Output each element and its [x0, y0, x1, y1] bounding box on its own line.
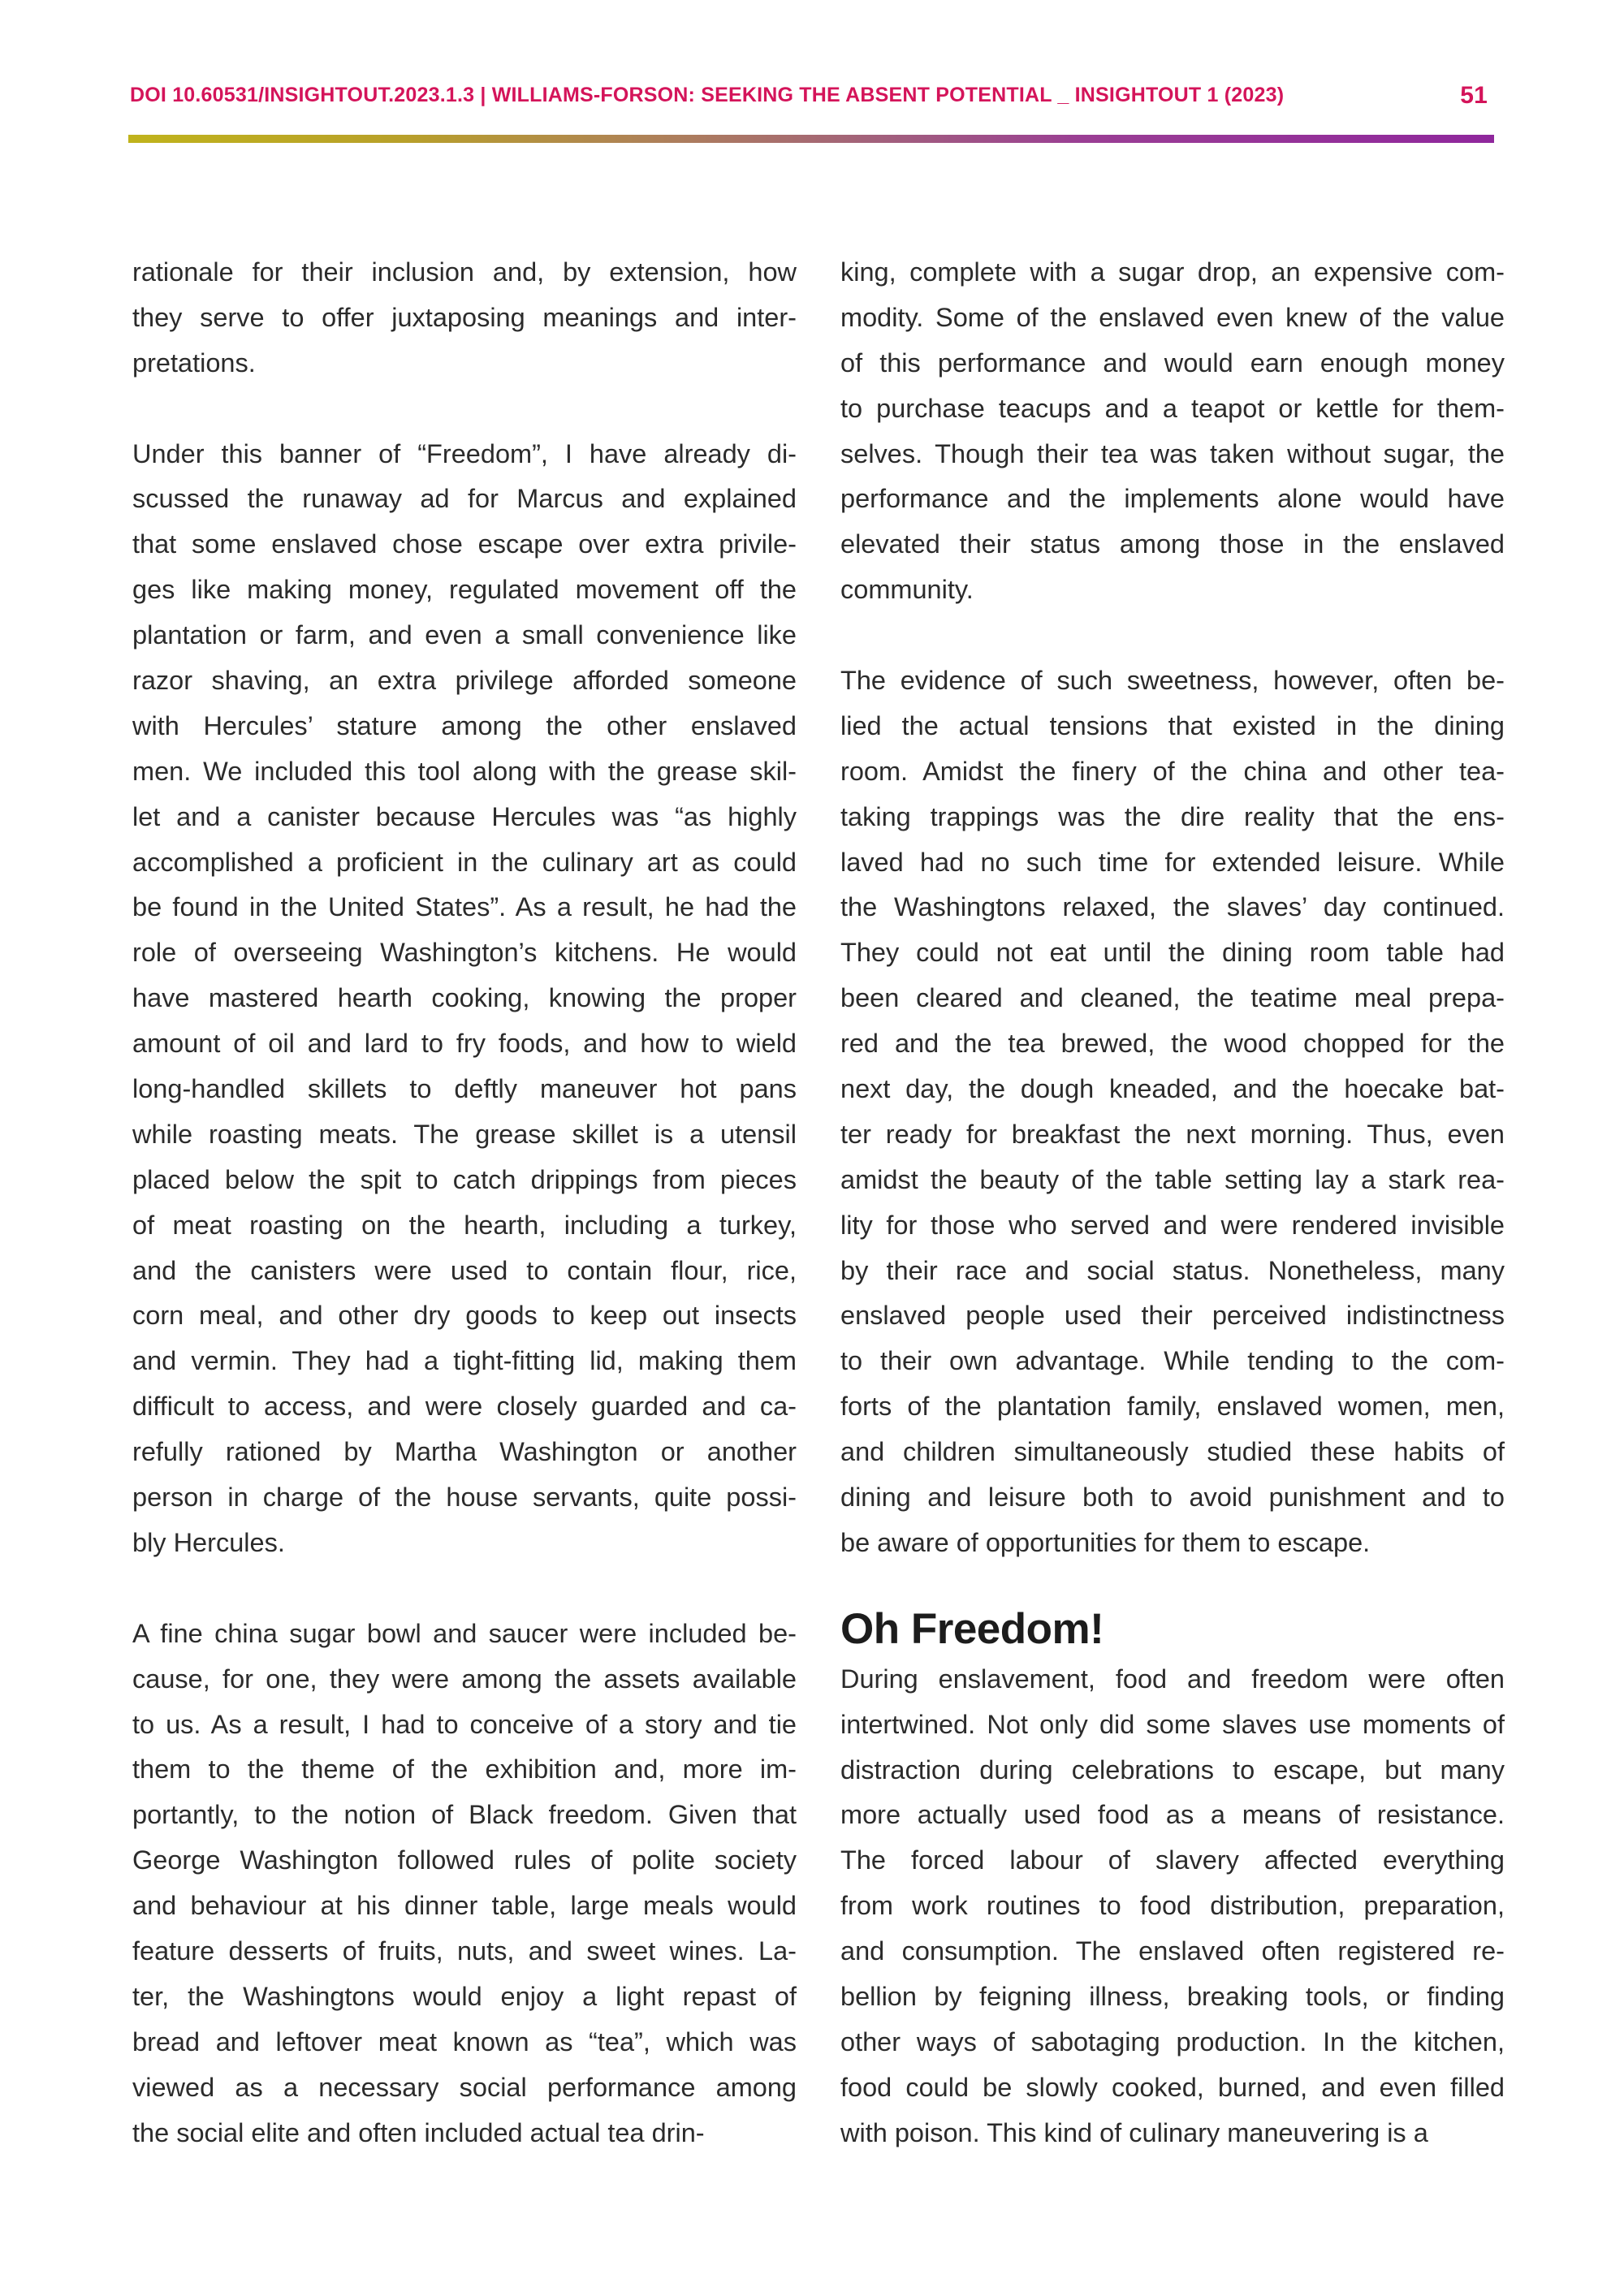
text-line: bellion by feigning illness, breaking tools, or finding [840, 1981, 1505, 2011]
text-line: lied the actual tensions that existed in the dining [840, 710, 1505, 740]
text-line: intertwined. Not only did some slaves use moments of [840, 1709, 1505, 1739]
text-line: cause, for one, they were among the assets available [132, 1664, 797, 1694]
text-line: of meat roasting on the hearth, including a turkey, [132, 1210, 797, 1240]
text-line: razor shaving, an extra privilege afforded someone [132, 666, 797, 696]
text-line: food could be slowly cooked, burned, and even filled [840, 2072, 1505, 2102]
text-line: portantly, to the notion of Black freedom. Given that [132, 1800, 797, 1830]
text-line: A fine china sugar bowl and saucer were included be- [132, 1618, 797, 1648]
page-number: 51 [1460, 82, 1488, 109]
text-line: the social elite and often included actual tea drin- [132, 2117, 705, 2147]
section-heading: Oh Freedom! [840, 1604, 1104, 1653]
text-line: by their race and social status. Nonetheless, many [840, 1255, 1505, 1285]
text-line: placed below the spit to catch drippings from pieces [132, 1164, 797, 1194]
text-line: laved had no such time for extended leisure. While [840, 847, 1505, 877]
text-line: to purchase teacups and a teapot or kettle for them- [840, 393, 1505, 423]
text-line: and the canisters were used to contain flour, rice, [132, 1255, 797, 1285]
text-line: lity for those who served and were rendered invisible [840, 1210, 1505, 1240]
text-line: and vermin. They had a tight-fitting lid, making them [132, 1346, 797, 1376]
text-line: bly Hercules. [132, 1527, 285, 1557]
text-line: They could not eat until the dining room table had [840, 938, 1505, 968]
text-line: elevated their status among those in the enslaved [840, 529, 1505, 559]
paragraph [840, 250, 1505, 613]
paragraph [132, 432, 797, 1566]
text-line: person in charge of the house servants, quite possi- [132, 1482, 797, 1513]
text-line: while roasting meats. The grease skillet is a utensil [132, 1119, 797, 1149]
text-line: modity. Some of the enslaved even knew of the value [840, 302, 1505, 332]
text-line: next day, the dough kneaded, and the hoecake bat- [840, 1074, 1505, 1104]
text-line: refully rationed by Martha Washington or another [132, 1437, 797, 1467]
text-line: dining and leisure both to avoid punishment and to [840, 1482, 1505, 1513]
text-line: be found in the United States”. As a result, he had the [132, 892, 797, 922]
text-line: from work routines to food distribution, preparation, [840, 1891, 1505, 1921]
text-line: be aware of opportunities for them to escape. [840, 1527, 1371, 1557]
text-line: and children simultaneously studied these habits of [840, 1437, 1505, 1467]
text-line: ter, the Washingtons would enjoy a light repast of [132, 1981, 797, 2011]
text-line: amidst the beauty of the table setting lay a stark rea- [840, 1164, 1505, 1194]
text-line: George Washington followed rules of polite society [132, 1845, 797, 1875]
text-line: viewed as a necessary social performance among [132, 2072, 797, 2102]
paragraph [840, 658, 1505, 1566]
text-line: other ways of sabotaging production. In the kitchen, [840, 2026, 1505, 2056]
text-line: been cleared and cleaned, the teatime meal prepa- [840, 983, 1505, 1013]
text-line: amount of oil and lard to fry foods, and how to wield [132, 1029, 797, 1059]
text-line: distraction during celebrations to escape, but many [840, 1754, 1505, 1785]
paragraph [132, 250, 797, 386]
text-line: corn meal, and other dry goods to keep out insects [132, 1301, 797, 1331]
text-line: scussed the runaway ad for Marcus and explained [132, 484, 797, 514]
text-line: have mastered hearth cooking, knowing the proper [132, 983, 797, 1013]
text-line: The evidence of such sweetness, however, often be- [840, 666, 1505, 696]
text-line: feature desserts of fruits, nuts, and sweet wines. La- [132, 1936, 797, 1966]
paragraph [840, 1657, 1505, 2156]
text-line: difficult to access, and were closely guarded and ca- [132, 1392, 797, 1422]
text-line: they serve to offer juxtaposing meanings and inter- [132, 302, 797, 332]
text-line: red and the tea brewed, the wood chopped for the [840, 1029, 1505, 1059]
right-column [840, 250, 1505, 2201]
text-line: king, complete with a sugar drop, an expensive com- [840, 257, 1505, 287]
text-line: room. Amidst the finery of the china and other tea- [840, 756, 1505, 786]
text-line: plantation or farm, and even a small convenience like [132, 620, 797, 650]
text-line: long-handled skillets to deftly maneuver hot pans [132, 1074, 797, 1104]
running-header [128, 84, 1494, 116]
text-line: selves. Though their tea was taken without sugar, the [840, 438, 1505, 468]
text-line: The forced labour of slavery affected everything [840, 1845, 1505, 1875]
text-line: let and a canister because Hercules was “as highly [132, 801, 797, 831]
text-line: pretations. [132, 347, 256, 378]
text-line: ter ready for breakfast the next morning. Thus, even [840, 1119, 1505, 1149]
text-line: and consumption. The enslaved often registered re- [840, 1936, 1505, 1966]
text-line: rationale for their inclusion and, by extension, how [132, 257, 797, 287]
text-line: bread and leftover meat known as “tea”, which was [132, 2026, 797, 2056]
text-line: with Hercules’ stature among the other enslaved [132, 710, 797, 740]
text-line: role of overseeing Washington’s kitchens. He would [132, 938, 797, 968]
text-line: taking trappings was the dire reality that the ens- [840, 801, 1505, 831]
text-line: and behaviour at his dinner table, large meals would [132, 1891, 797, 1921]
text-line: Under this banner of “Freedom”, I have already di- [132, 438, 797, 468]
text-line: the Washingtons relaxed, the slaves’ day continued. [840, 892, 1505, 922]
text-line: forts of the plantation family, enslaved women, men, [840, 1392, 1505, 1422]
text-line: that some enslaved chose escape over extra privile- [132, 529, 797, 559]
text-line: accomplished a proficient in the culinary art as could [132, 847, 797, 877]
paragraph [132, 1612, 797, 2156]
text-line: community. [840, 575, 974, 605]
text-line: enslaved people used their perceived indistinctness [840, 1301, 1505, 1331]
text-line: more actually used food as a means of resistance. [840, 1800, 1505, 1830]
text-line: men. We included this tool along with the grease skil- [132, 756, 797, 786]
running-title: DOI 10.60531/INSIGHTOUT.2023.1.3 | WILLIAMS-FORSON: SEEKING THE ABSENT POTENTIAL _ INSIGHTOUT 1 (2023) [130, 84, 1285, 106]
text-line: with poison. This kind of culinary maneuvering is a [840, 2117, 1428, 2147]
text-line: them to the theme of the exhibition and, more im- [132, 1754, 797, 1785]
text-line: ges like making money, regulated movement off the [132, 575, 797, 605]
text-line: performance and the implements alone would have [840, 484, 1505, 514]
text-line: of this performance and would earn enough money [840, 347, 1505, 378]
header-gradient-rule [128, 135, 1494, 143]
text-line: to their own advantage. While tending to the com- [840, 1346, 1505, 1376]
text-line: During enslavement, food and freedom were often [840, 1664, 1505, 1694]
text-line: to us. As a result, I had to conceive of a story and tie [132, 1709, 797, 1739]
left-column [132, 250, 797, 2201]
